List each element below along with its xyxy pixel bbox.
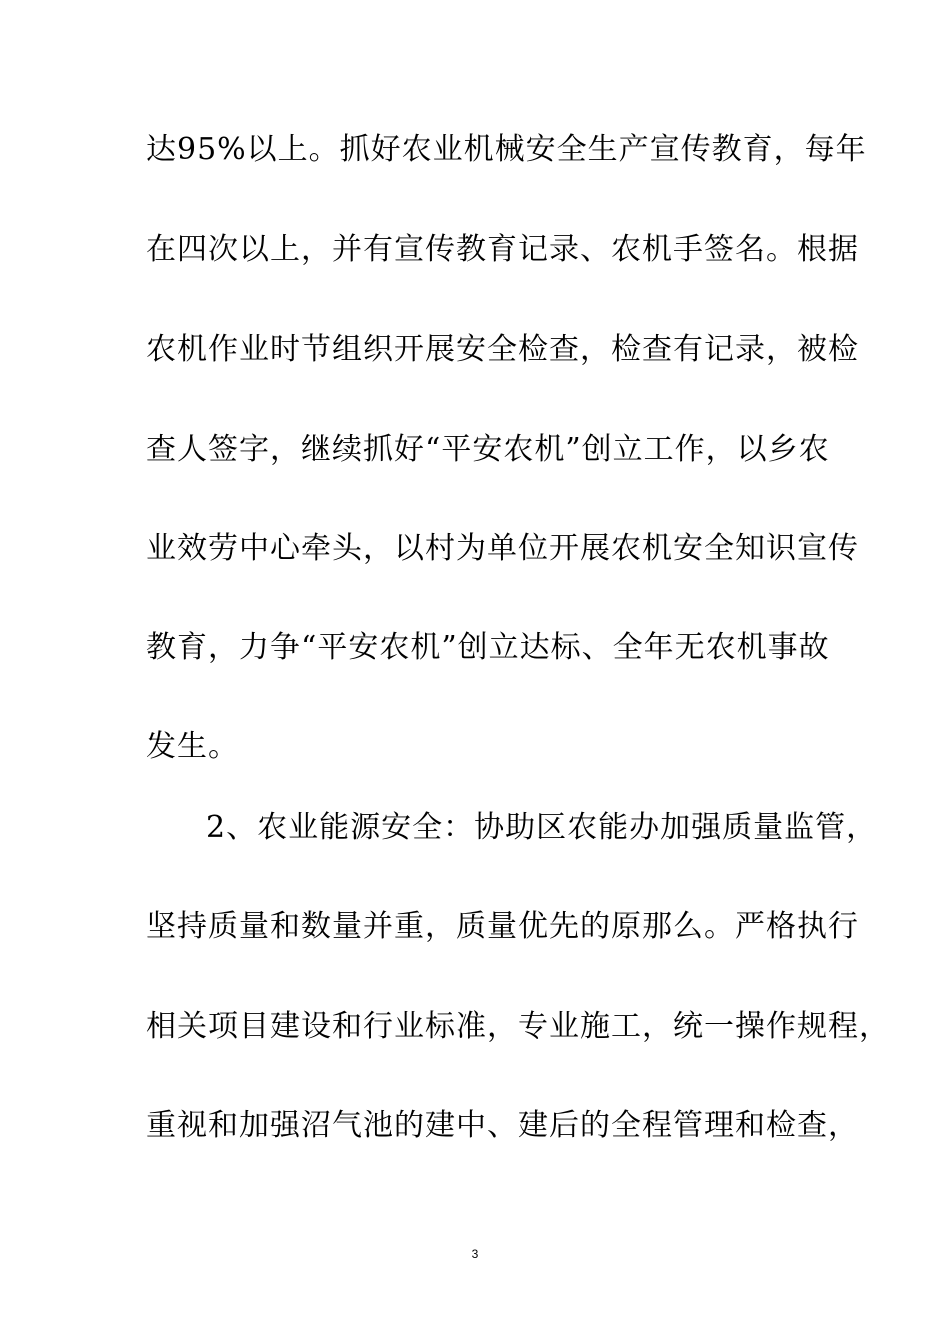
text-line-11: 重视和加强沼气池的建中、建后的全程管理和检查， — [146, 1108, 859, 1143]
text-line-7: 发生。 — [146, 729, 239, 764]
text-line-6: 教育，力争“平安农机”创立达标、全年无农机事故 — [146, 630, 830, 665]
text-line-1: 达95%以上。抓好农业机械安全生产宣传教育，每年 — [146, 132, 867, 167]
text-line-5: 业效劳中心牵头，以村为单位开展农机安全知识宣传 — [146, 531, 859, 566]
text-line-10: 相关项目建设和行业标准，专业施工，统一操作规程， — [146, 1009, 890, 1044]
text-line-4: 查人签字，继续抓好“平安农机”创立工作，以乡农 — [146, 432, 830, 467]
text-line-8: 2、农业能源安全：协助区农能办加强质量监管， — [206, 810, 878, 845]
text-line-2: 在四次以上，并有宣传教育记录、农机手签名。根据 — [146, 232, 859, 267]
text-line-3: 农机作业时节组织开展安全检查，检查有记录，被检 — [146, 332, 859, 367]
page-number: 3 — [471, 1247, 479, 1261]
text-line-9: 坚持质量和数量并重，质量优先的原那么。严格执行 — [146, 909, 859, 944]
